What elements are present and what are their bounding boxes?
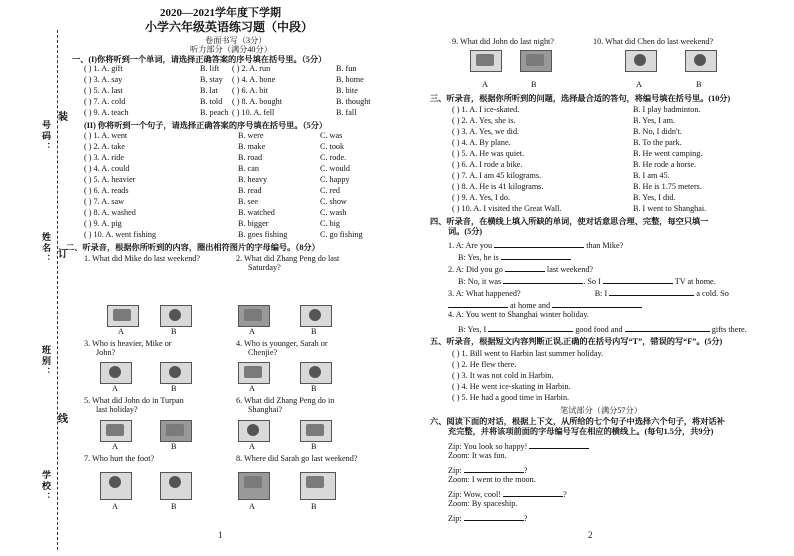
- s2-q2-picture-a: [238, 305, 270, 327]
- s4-l4-text-b: . So I: [583, 277, 601, 286]
- s4-line6: [448, 298, 642, 310]
- s1b-r2-c: C. took: [320, 142, 345, 151]
- s1b-r10-a: ( ) 10. A. went fishing: [84, 230, 157, 239]
- s1-r1-d: B. fun: [336, 64, 357, 73]
- section3-title: 三、听录音，根据你所听到的问题，选择最合适的答句，将编号填在括号里。(10分): [430, 94, 731, 103]
- seal-char-2: 订: [58, 249, 68, 260]
- s4-l3-text-b: last weekend?: [546, 265, 594, 274]
- s4-l4-text-c: TV at home.: [674, 277, 716, 286]
- s2-q10-b: B: [696, 80, 702, 89]
- page-number-1: 1: [218, 530, 223, 540]
- s2-q6-b: B: [311, 442, 317, 451]
- s1b-r3-b: B. road: [238, 153, 263, 162]
- s6-d4: Zoom: I went to the moon.: [448, 475, 536, 484]
- s1b-r1-b: B. were: [238, 131, 264, 140]
- s6-d3-text: Zip:: [448, 466, 462, 475]
- s1b-r7-a: ( ) 7. A. saw: [84, 197, 125, 206]
- s1-r4-d: B. thought: [336, 97, 371, 106]
- s1b-r8-c: C. wash: [320, 208, 347, 217]
- s5-r1: ( ) 1. Bill went to Harbin last summer holiday.: [452, 349, 604, 358]
- s3-r3-a: ( ) 3. A. Yes, we did.: [452, 127, 520, 136]
- section6-title-2: 充完整，并将该项前面的字母编号写在相应的横线上。(每句1.5分，共9分): [448, 427, 714, 436]
- s3-r7-b: B. I am 45.: [633, 171, 670, 180]
- s1b-r5-c: C. happy: [320, 175, 350, 184]
- s4-l5-text-a: 3. A: What happened?: [448, 289, 521, 298]
- s2-q6b: Shanghai?: [248, 405, 283, 414]
- s3-r1-b: B. I play badminton.: [633, 105, 701, 114]
- s1-r3-c: ( ) 6. A. bit: [232, 86, 268, 95]
- s2-q10-picture-a: [625, 50, 657, 72]
- s6-blank-3[interactable]: [503, 487, 563, 497]
- s6-blank-2[interactable]: [464, 463, 524, 473]
- s4-l8-text-b: good food and: [575, 325, 623, 334]
- s2-q5a: 5. What did John do in Turpan: [84, 396, 184, 405]
- s1-r4-c: ( ) 8. A. bought: [232, 97, 283, 106]
- s5-r4: ( ) 4. He went ice-skating in Harbin.: [452, 382, 571, 391]
- page-title: 小学六年级英语练习题（中段）: [145, 20, 314, 34]
- s1b-r8-b: B. watched: [238, 208, 275, 217]
- s5-r3: ( ) 3. It was not cold in Harbin.: [452, 371, 554, 380]
- seal-char-3: 线: [58, 414, 68, 425]
- s6-d5-text: Zip: Wow, cool!: [448, 490, 502, 499]
- page-number-2: 2: [588, 530, 593, 540]
- s2-q1-a: A: [118, 327, 124, 336]
- s2-q1-picture-a: [107, 305, 139, 327]
- s4-l5-text-c: a cold. So: [696, 289, 729, 298]
- s5-r2: ( ) 2. He flew there.: [452, 360, 517, 369]
- s4-blank-2[interactable]: [501, 250, 571, 260]
- s1-r5-b: B. peach: [200, 108, 229, 117]
- s6-d7-q: ?: [523, 514, 528, 523]
- s4-line5: [448, 286, 729, 298]
- s2-q5-picture-a: [100, 420, 132, 442]
- s3-r5-a: ( ) 5. A. He was quiet.: [452, 149, 525, 158]
- s2-q8-picture-a: [238, 472, 270, 500]
- seal-char-1: 装: [58, 112, 68, 123]
- s2-q8: 8. Where did Sarah go last weekend?: [236, 454, 358, 463]
- class-label: 班别：: [41, 345, 51, 378]
- s2-q10-a: A: [636, 80, 642, 89]
- s1b-r10-b: B. goes fishing: [238, 230, 288, 239]
- s6-blank-4[interactable]: [464, 511, 524, 521]
- s3-r3-b: B. No, I didn't.: [633, 127, 682, 136]
- s4-l1-text-a: 1. A: Are you: [448, 241, 493, 250]
- s6-d7-text: Zip:: [448, 514, 462, 523]
- s1b-r4-c: C. would: [320, 164, 351, 173]
- s2-q1-b: B: [171, 327, 177, 336]
- s4-blank-10[interactable]: [625, 322, 710, 332]
- s6-d1-text: Zip: You look so happy!: [448, 442, 528, 451]
- s2-q5-picture-b: [160, 420, 192, 442]
- s6-d3: [448, 463, 527, 475]
- name-label: 姓名：: [41, 232, 51, 265]
- s2-q2a: 2. What did Zhang Peng do last: [236, 254, 340, 263]
- s3-r2-b: B. Yes, I am.: [633, 116, 676, 125]
- s2-q4-picture-b: [300, 362, 332, 384]
- s4-l4-text-a: B: No, it was: [458, 277, 502, 286]
- s2-q3-b: B: [171, 384, 177, 393]
- s4-line2: [458, 250, 571, 262]
- s2-q7-a: A: [112, 502, 118, 511]
- s2-q7: 7. Who hurt the foot?: [84, 454, 155, 463]
- s4-blank-6[interactable]: [609, 286, 694, 296]
- s1b-r4-b: B. can: [238, 164, 259, 173]
- s4-l8-text-c: gifts there.: [711, 325, 747, 334]
- s2-q3-picture-b: [160, 362, 192, 384]
- s4-line7: 4. A: You went to Shanghai winter holiday.: [448, 310, 589, 319]
- s3-r9-a: ( ) 9. A. Yes, I do.: [452, 193, 510, 202]
- s1-r5-d: B. fall: [336, 108, 357, 117]
- s1b-r1-a: ( ) 1. A. went: [84, 131, 128, 140]
- s1b-r6-a: ( ) 6. A. reads: [84, 186, 129, 195]
- s4-blank-3[interactable]: [505, 262, 545, 272]
- s4-l5-text-b: B: I: [594, 289, 608, 298]
- handwriting-score: 卷面书写（3分）: [205, 36, 267, 45]
- s6-d1: [448, 439, 589, 451]
- s1-r2-d: B. home: [336, 75, 364, 84]
- s4-blank-7[interactable]: [448, 298, 508, 308]
- s2-q6-picture-a: [238, 420, 270, 442]
- s4-line8: [458, 322, 747, 334]
- s2-q6-picture-b: [300, 420, 332, 442]
- s2-q9-b: B: [531, 80, 537, 89]
- s2-q3-a: A: [112, 384, 118, 393]
- s2-q9-picture-b: [520, 50, 552, 72]
- s4-line1: [448, 238, 623, 250]
- s4-l3-text-a: 2. A: Did you go: [448, 265, 503, 274]
- s4-l2-text: B: Yes, he is: [458, 253, 499, 262]
- s2-q1-picture-b: [160, 305, 192, 327]
- s1-r3-d: B. bite: [336, 86, 358, 95]
- s3-r1-a: ( ) 1. A. I ice-skated.: [452, 105, 520, 114]
- s2-q5-a: A: [112, 442, 118, 451]
- s1b-r3-a: ( ) 3. A. ride: [84, 153, 125, 162]
- s1b-r9-a: ( ) 9. A. pig: [84, 219, 122, 228]
- s4-l6-text: at home and: [510, 301, 551, 310]
- section5-title: 五、听录音，根据短文内容判断正误,正确的在括号内写“T”，错误的写“F”。(5分): [430, 337, 723, 346]
- s2-q5b: last holiday?: [96, 405, 138, 414]
- s4-l8-text-a: B: Yes, I: [458, 325, 487, 334]
- s3-r8-a: ( ) 8. A. He is 41 kilograms.: [452, 182, 544, 191]
- s1b-r1-c: C. was: [320, 131, 343, 140]
- s1b-r9-b: B. bigger: [238, 219, 269, 228]
- s2-q9-picture-a: [470, 50, 502, 72]
- s4-blank-8[interactable]: [552, 298, 642, 308]
- s2-q7-b: B: [171, 502, 177, 511]
- s1b-r9-c: C. big: [320, 219, 341, 228]
- s1b-r5-b: B. heavy: [238, 175, 268, 184]
- s1b-r2-b: B. make: [238, 142, 266, 151]
- s1b-r6-c: C. red: [320, 186, 341, 195]
- s6-blank-1[interactable]: [529, 439, 589, 449]
- listening-heading: 听力部分（满分40分）: [190, 45, 272, 54]
- s6-d5: [448, 487, 567, 499]
- s2-q3a: 3. Who is heavier, Mike or: [84, 339, 172, 348]
- s4-blank-5[interactable]: [603, 274, 673, 284]
- s1-r3-b: B. lat: [200, 86, 218, 95]
- s2-q10: 10. What did Chen do last weekend?: [593, 37, 714, 46]
- s6-d7: [448, 511, 527, 523]
- s1b-r5-a: ( ) 5. A. heavier: [84, 175, 136, 184]
- s4-blank-1[interactable]: [494, 238, 584, 248]
- s3-r8-b: B. He is 1.75 meters.: [633, 182, 702, 191]
- s2-q8-picture-b: [300, 472, 336, 500]
- s3-r9-b: B. Yes, I did.: [633, 193, 676, 202]
- s4-blank-4[interactable]: [503, 274, 583, 284]
- school-label: 学校：: [41, 470, 51, 503]
- s2-q2-picture-b: [300, 305, 332, 327]
- s1b-r8-a: ( ) 8. A. washed: [84, 208, 136, 217]
- s2-q4-picture-a: [238, 362, 270, 384]
- written-section-heading: 笔试部分（满分57分）: [560, 406, 642, 415]
- section2-title: 二、听录音，根据你所听到的内容，圈出相符图片的字母编号。（8分）: [66, 243, 320, 252]
- s2-q4-b: B: [311, 384, 317, 393]
- section6-title-1: 六、阅读下面的对话，根据上下文，从所给的七个句子中选择六个句子，将对话补: [430, 417, 725, 426]
- s3-r4-b: B. To the park.: [633, 138, 682, 147]
- s1b-r10-c: C. go fishing: [320, 230, 363, 239]
- s4-line4: [458, 274, 716, 286]
- section1-part2-title: (II) 你将听到一个句子，请选择正确答案的序号填在括号里。（5分）: [84, 121, 328, 130]
- s1-r2-c: ( ) 4. A. hone: [232, 75, 276, 84]
- s1-r2-b: B. stay: [200, 75, 223, 84]
- s3-r10-b: B. I went to Shanghai.: [633, 204, 707, 213]
- s1-r1-a: ( ) 1. A. gift: [84, 64, 123, 73]
- s2-q1: 1. What did Mike do last weekend?: [84, 254, 201, 263]
- s2-q8-b: B: [311, 502, 317, 511]
- s2-q9: 9. What did John do last night?: [452, 37, 554, 46]
- s1-r3-a: ( ) 5. A. last: [84, 86, 123, 95]
- s2-q3-picture-a: [100, 362, 132, 384]
- s5-r5: ( ) 5. He had a good time in Harbin.: [452, 393, 570, 402]
- s1b-r3-c: C. rode.: [320, 153, 347, 162]
- s2-q4-a: A: [249, 384, 255, 393]
- s2-q6-a: A: [249, 442, 255, 451]
- s1b-r7-b: B. see: [238, 197, 259, 206]
- s6-d5-q: ?: [563, 490, 567, 499]
- s1-r4-b: B. told: [200, 97, 223, 106]
- s1b-r2-a: ( ) 2. A. take: [84, 142, 125, 151]
- s2-q5-b: B: [171, 442, 177, 451]
- s3-r7-a: ( ) 7. A. I am 45 kilograms.: [452, 171, 542, 180]
- s2-q10-picture-b: [685, 50, 717, 72]
- s2-q9-a: A: [482, 80, 488, 89]
- s2-q8-a: A: [249, 502, 255, 511]
- s2-q2-a: A: [249, 327, 255, 336]
- s4-l1-text-b: than Mike?: [586, 241, 624, 250]
- s2-q3b: John?: [96, 348, 116, 357]
- s2-q4a: 4. Who is younger, Sarah or: [236, 339, 328, 348]
- s1-r5-c: ( ) 10. A. fell: [232, 108, 275, 117]
- number-label: 号码：: [41, 120, 51, 153]
- s1-r2-a: ( ) 3. A. say: [84, 75, 123, 84]
- s4-line3: [448, 262, 593, 274]
- s1-r1-c: ( ) 2. A. run: [232, 64, 271, 73]
- s2-q2b: Saturday?: [248, 263, 281, 272]
- s2-q2-b: B: [311, 327, 317, 336]
- s3-r6-a: ( ) 6. A. I rode a bike.: [452, 160, 523, 169]
- school-year: 2020—2021学年度下学期: [160, 7, 281, 19]
- s2-q7-picture-a: [100, 472, 132, 500]
- s1b-r7-c: C. show: [320, 197, 347, 206]
- s3-r10-a: ( ) 10. A. I visited the Great Wall.: [452, 204, 562, 213]
- s3-r5-b: B. He went camping.: [633, 149, 703, 158]
- s6-d3-q: ?: [523, 466, 528, 475]
- section4-title-1: 四、听录音，在横线上填入所缺的单词，使对话意思合理、完整，每空只填一: [430, 217, 709, 226]
- section4-title-2: 词。(5分): [448, 227, 483, 236]
- s2-q4b: Chenjie?: [248, 348, 278, 357]
- s3-r4-a: ( ) 4. A. By plane.: [452, 138, 511, 147]
- s6-d6: Zoom: By spaceship.: [448, 499, 518, 508]
- s6-d2: Zoom: It was fun.: [448, 451, 507, 460]
- s1-r5-a: ( ) 9. A. teach: [84, 108, 129, 117]
- s4-blank-9[interactable]: [488, 322, 573, 332]
- s3-r6-b: B. He rode a horse.: [633, 160, 697, 169]
- s2-q7-picture-b: [160, 472, 192, 500]
- s1-r4-a: ( ) 7. A. cold: [84, 97, 126, 106]
- s2-q6a: 6. What did Zhang Peng do in: [236, 396, 335, 405]
- s1b-r4-a: ( ) 4. A. could: [84, 164, 130, 173]
- s3-r2-a: ( ) 2. A. Yes, she is.: [452, 116, 516, 125]
- section1-title: 一、(I)你将听到一个单词，请选择正确答案的序号填在括号里。（5分）: [72, 55, 327, 64]
- s1-r1-b: B. lift: [200, 64, 220, 73]
- s1b-r6-b: B. read: [238, 186, 262, 195]
